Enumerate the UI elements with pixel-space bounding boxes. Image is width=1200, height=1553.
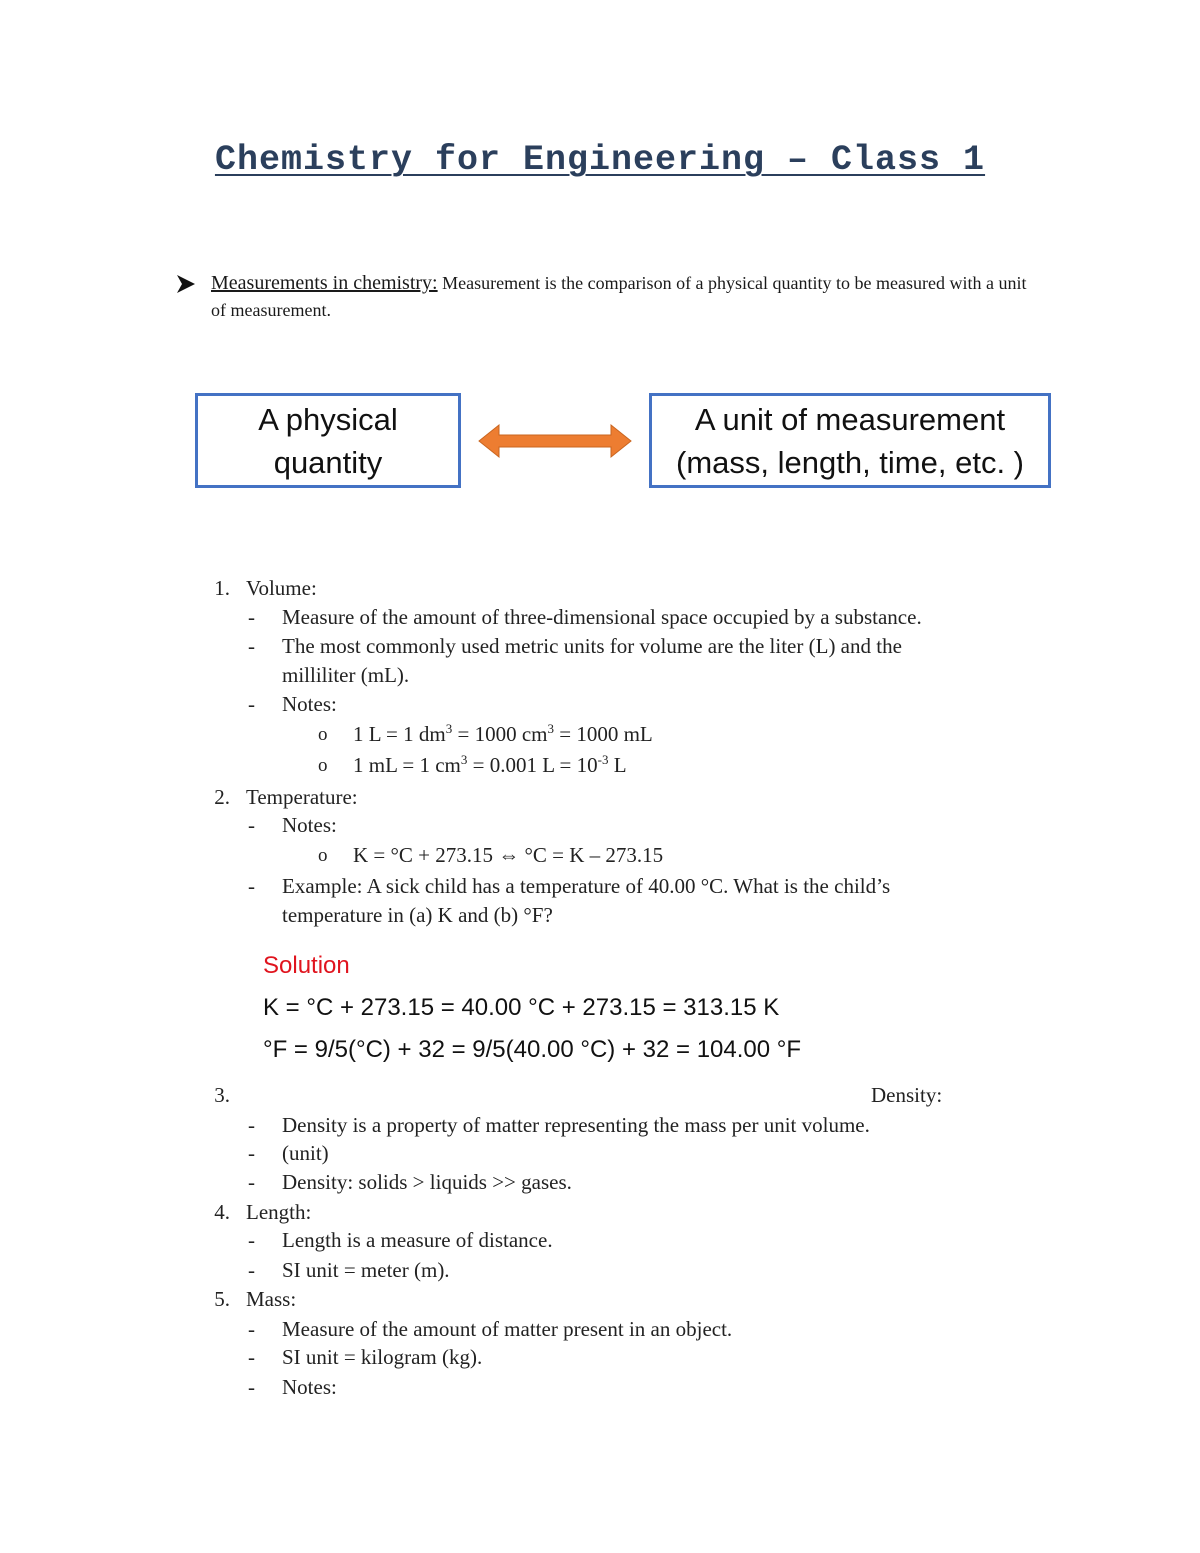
temperature-heading: Temperature: (246, 785, 358, 809)
density-point2: (unit) (282, 1141, 329, 1165)
double-arrow-icon (477, 423, 633, 459)
solution-kelvin-equation: K = °C + 273.15 = 40.00 °C + 273.15 = 313.15 K (263, 994, 780, 1021)
volume-note2: 1 mL = 1 $cm^3 = 0.001$ $L = 10^{-3}$ L (353, 752, 627, 777)
dash-glyph: - (248, 634, 255, 658)
circle-bullet: o (318, 724, 328, 745)
unit-of-measurement-box (649, 393, 1051, 488)
intro-definition: Measurement is the comparison of a physical quantity to be measured with a unit of measurement. (211, 273, 1027, 320)
volume-note1: 1 L = 1 $dm^3 = 1000$ $cm^3 = 1000$ mL (353, 721, 653, 746)
solution-label: Solution (263, 952, 350, 979)
arrowhead-bullet-icon (175, 273, 197, 295)
density-number: 3. (214, 1083, 230, 1107)
volume-point2-line1: The most commonly used metric units for volume are the liter (L) and the (282, 634, 902, 658)
dash-glyph: - (248, 1170, 255, 1194)
density-point1: Density is a property of matter representing the mass per unit volume. (282, 1113, 870, 1137)
mass-number: 5. (214, 1287, 230, 1311)
length-point1: Length is a measure of distance. (282, 1228, 553, 1252)
volume-point1: Measure of the amount of three-dimensional space occupied by a substance. (282, 605, 922, 629)
mass-point3: Notes: (282, 1375, 337, 1399)
mass-point1: Measure of the amount of matter present in an object. (282, 1317, 733, 1341)
temperature-notes-label: Notes: (282, 813, 337, 837)
circle-bullet: o (318, 755, 328, 776)
intro-term: Measurements in chemistry: (211, 272, 438, 294)
dash-glyph: - (248, 874, 255, 898)
solution-fahrenheit-equation: °F = 9/5(°C) + 32 = 9/5(40.00 °C) + 32 = 104.00 °F (263, 1036, 802, 1063)
volume-point2-line2: milliliter (mL). (282, 663, 410, 687)
dash-glyph: - (248, 1228, 255, 1252)
dash-glyph: - (248, 1113, 255, 1137)
length-point2: SI unit = meter (m). (282, 1258, 450, 1282)
volume-notes-label: Notes: (282, 692, 337, 716)
dash-glyph: - (248, 1375, 255, 1399)
dash-glyph: - (248, 1317, 255, 1341)
dash-glyph: - (248, 1258, 255, 1282)
mass-heading: Mass: (246, 1287, 297, 1311)
physical-quantity-line2: quantity (273, 444, 383, 480)
unit-box-line2: (mass, length, time, etc. ) (676, 444, 1024, 480)
temperature-number: 2. (214, 785, 230, 809)
mass-point2: SI unit = kilogram (kg). (282, 1345, 483, 1369)
temperature-example-line1: Example: A sick child has a temperature of 40.00 °C. What is the child’s (282, 874, 891, 898)
dash-glyph: - (248, 813, 255, 837)
circle-bullet: o (318, 845, 328, 866)
density-heading: Density: (871, 1083, 943, 1107)
length-heading: Length: (246, 1200, 312, 1224)
intro-paragraph (211, 270, 1031, 324)
dash-glyph: - (248, 1141, 255, 1165)
volume-number: 1. (214, 576, 230, 600)
unit-box-line1: A unit of measurement (694, 401, 1006, 437)
physical-quantity-box (195, 393, 461, 488)
density-point3: Density: solids > liquids >> gases. (282, 1170, 572, 1194)
temperature-note1: K = °C + 273.15 ⇔ °C = K – 273.15 (353, 843, 664, 867)
length-number: 4. (214, 1200, 230, 1224)
page-title: Chemistry for Engineering – Class 1 (214, 140, 986, 180)
temperature-example-line2: temperature in (a) K and (b) °F? (282, 903, 553, 927)
dash-glyph: - (248, 692, 255, 716)
dash-glyph: - (248, 605, 255, 629)
dash-glyph: - (248, 1345, 255, 1369)
volume-heading: Volume: (246, 576, 317, 600)
physical-quantity-line1: A physical (258, 401, 398, 437)
